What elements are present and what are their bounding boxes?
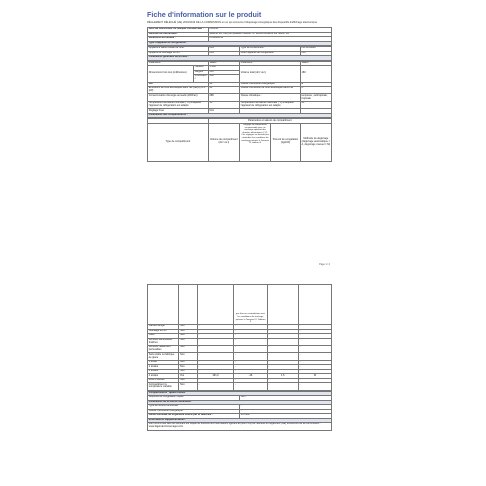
cell: -18	[234, 374, 267, 379]
appliance-type-table	[147, 46, 332, 61]
table-row	[148, 345, 332, 352]
cell: -	[197, 345, 234, 352]
cell: Non	[179, 369, 197, 374]
cell: -	[267, 329, 298, 334]
cell: -	[267, 383, 298, 390]
cell: -	[234, 378, 267, 383]
cell: Non	[179, 334, 197, 339]
cell: 10	[208, 101, 239, 108]
cell: Stockage du vin	[148, 329, 179, 334]
cell: -	[298, 365, 331, 370]
section-heading: Type d'appareil de réfrigération :	[148, 41, 332, 46]
cell: Émissions de bruit acoustique dans l'air (dB(A) re 1 pW)	[148, 87, 209, 94]
column-header: Volume de compartiment (dm³ ou l)	[208, 123, 239, 161]
column-header: Paramètre	[239, 61, 300, 66]
table-row	[148, 285, 332, 325]
cell: -	[234, 369, 267, 374]
cell: 4 étoiles	[148, 374, 179, 379]
table-row	[148, 383, 332, 390]
cell: Classe d'efficacité énergétique :	[148, 409, 240, 414]
regulation-text: RÈGLEMENT DÉLÉGUÉ (UE) 2019/2016 DE LA COMMISSION en ce qui concerne l'étiquetage énergétique des dispositifs d'affichage électronique	[147, 21, 318, 24]
cell: Température ambiante maximale (°C) à laquelle l'appareil de réfrigération est adapté	[239, 101, 300, 108]
cell: -	[234, 329, 267, 334]
model-label: Référence du modèle :	[148, 37, 209, 42]
cell: -	[298, 329, 331, 334]
fast-freeze-value: Non	[240, 396, 332, 401]
cell: -	[267, 360, 298, 365]
volume-label: Volume total (dm³ ou l)	[239, 66, 300, 82]
cell: 288	[208, 94, 239, 101]
dimensions-label: Dimensions hors tout (millimètres)	[148, 66, 194, 82]
cell: 43	[300, 101, 331, 108]
cell: Non	[179, 345, 197, 352]
cell: Zone 2 étoiles	[148, 378, 179, 383]
address-value: Selenie SA, rue pont pelletier couture T1, 92600 Asnières sur Seine, FR	[208, 32, 331, 37]
table-row	[148, 56, 332, 61]
datasheet-page-1	[147, 10, 332, 268]
cell: -	[234, 325, 267, 330]
page-title: Fiche d'information sur le produit	[147, 10, 262, 19]
cell: -	[267, 338, 298, 345]
section-heading: Paramètres des compartiments :	[148, 113, 332, 118]
cell: 1 étoile	[148, 360, 179, 365]
cell: -	[267, 378, 298, 383]
cell: Cave	[148, 334, 179, 339]
cell: -	[197, 378, 234, 383]
cell: -	[298, 325, 331, 330]
cell: Garde-manger	[148, 325, 179, 330]
column-header: Méthode de dégivrage (dégivrage automatique = A, dégivrage manuel = M)	[300, 123, 331, 161]
section-heading: Compartiments "quatre étoiles"	[148, 391, 332, 396]
fast-freeze-label: Dispositif de congélation rapide	[148, 396, 240, 401]
cell: -	[234, 353, 267, 360]
cell: IEE	[148, 82, 209, 87]
compartment-table	[147, 284, 332, 391]
warranty-value: 24 mois	[240, 414, 332, 419]
continued-note: pas être en contradiction avec les conditions de stockage prévues à l'annexe IV, Tableau 3	[234, 285, 267, 325]
cell: -	[197, 329, 234, 334]
cell: -	[234, 383, 267, 390]
cell: Non	[208, 109, 239, 114]
cell: -	[197, 338, 234, 345]
cell: Type de source lumineuse :	[148, 405, 240, 410]
volume-value: 180	[300, 66, 331, 82]
group-header: Paramètres et valeurs de compartiment	[208, 119, 331, 124]
cell: -	[298, 345, 331, 352]
cell: Classe climatique :	[239, 94, 300, 101]
cell: 3 étoiles	[148, 369, 179, 374]
cell: -	[197, 353, 234, 360]
cell: 568	[208, 75, 239, 82]
column-header: Réglage de température recommandé pour un stockage optimisé des denrées alimentaires (°C). Ces réglages ne doivent pas contredire les conditions de stockage prévues à l'annexe IV, tableau 3	[239, 123, 270, 161]
page-number: Page 1 / 2	[319, 263, 330, 266]
cell: 1,5	[267, 374, 298, 379]
cell: 550	[208, 70, 239, 75]
cell: -	[267, 353, 298, 360]
supplier-label: Nom du fournisseur ou marque commerciale :	[148, 28, 209, 33]
table-row	[148, 353, 332, 360]
table-row	[148, 113, 332, 118]
extra-info-text: Lien vers le site web du fabricant sur lequel se trouvent les informations figurant au point 4 a) de l'annexe du règlement (UE) 2019/2019 de la Commission : www.fagorelectromenager.com	[148, 423, 332, 430]
cell: -	[197, 383, 234, 390]
cell: Hauteur	[194, 66, 209, 71]
cell: E	[300, 82, 331, 87]
cell: Appareil à faible niveau de bruit :	[148, 47, 209, 52]
table-row	[148, 87, 332, 94]
column-header: Valeur	[300, 61, 331, 66]
cell: 40	[208, 87, 239, 94]
address-label: Adresse du fournisseur :	[148, 32, 209, 37]
cell: Oui	[300, 51, 331, 56]
column-header: Pouvoir de congélation (kg/24h)	[271, 123, 300, 161]
datasheet-page-2	[147, 284, 332, 479]
section-heading: Informations supplémentaires :	[148, 418, 332, 423]
section-heading: Paramètres de la source lumineuse :	[148, 400, 332, 405]
compartment-header-table	[147, 118, 332, 162]
cell: -	[234, 365, 267, 370]
table-row	[148, 423, 332, 430]
cell: -	[240, 405, 332, 410]
cell: Non	[179, 365, 197, 370]
cell: Non	[179, 383, 197, 390]
cell: -	[197, 334, 234, 339]
cell: -	[197, 369, 234, 374]
cell: -	[298, 369, 331, 374]
cell: 1 808	[208, 66, 239, 71]
cell: Réglage hiver	[148, 109, 209, 114]
cell: -	[234, 334, 267, 339]
cell: -	[234, 345, 267, 352]
cell: Denrées alimentaires fraîches	[148, 338, 179, 345]
cell: Denrées hautement périssables	[148, 345, 179, 352]
cell: -	[197, 325, 234, 330]
cell: -	[298, 360, 331, 365]
model-value: FCA2810SF	[208, 37, 331, 42]
table-row	[148, 338, 332, 345]
cell: 2 étoiles	[148, 365, 179, 370]
cell: Non	[179, 325, 197, 330]
column-header: Type de compartiment	[148, 123, 209, 161]
general-params-table	[147, 61, 332, 119]
cell: Non	[179, 378, 197, 383]
cell: Non	[208, 51, 239, 56]
supplier-value: FAGOR	[208, 28, 331, 33]
cell: -	[298, 334, 331, 339]
cell: -	[298, 378, 331, 383]
cell: Sans étoile ou fabrique de glace	[148, 353, 179, 360]
cell: Autre appareil de réfrigération :	[239, 51, 300, 56]
cell: Non	[179, 338, 197, 345]
cell: Profondeur	[194, 74, 207, 81]
cell: Consommation d'énergie annuelle (kWh/an)	[148, 94, 209, 101]
cell: Appareil de stockage du vin :	[148, 51, 209, 56]
table-row	[148, 123, 332, 161]
cell: 181,0	[197, 374, 234, 379]
extra-info-table	[147, 391, 332, 431]
cell: tempérée, subtropicale, tropicale	[300, 94, 331, 101]
cell: Type de construction :	[239, 47, 300, 52]
cell: Non	[208, 47, 239, 52]
cell: Oui	[179, 374, 197, 379]
cell: C	[300, 87, 331, 94]
cell: -	[298, 353, 331, 360]
cell: Non	[179, 353, 197, 360]
supplier-table	[147, 27, 332, 46]
table-row	[148, 66, 332, 71]
column-header: Valeur	[208, 61, 239, 66]
cell: Température ambiante minimale (°C) à laquelle l'appareil de réfrigération est adapté	[148, 101, 209, 108]
column-header: Paramètre	[148, 61, 209, 66]
cell: Lux encastré	[300, 47, 331, 52]
cell: -	[197, 360, 234, 365]
cell: Largeur	[194, 70, 209, 75]
cell: Compartiment à température variable	[148, 383, 179, 390]
cell: -	[267, 369, 298, 374]
cell: Non	[179, 329, 197, 334]
table-row	[148, 101, 332, 108]
cell: 99	[208, 82, 239, 87]
cell: -	[234, 360, 267, 365]
table-row	[148, 41, 332, 46]
cell: -	[298, 383, 331, 390]
cell: -	[240, 409, 332, 414]
cell: -	[298, 338, 331, 345]
warranty-label: Durée minimale de la garantie offerte par le fabricant :	[148, 414, 240, 419]
cell: -	[234, 338, 267, 345]
cell: -	[267, 325, 298, 330]
cell: Classe d'émission de bruit acoustique dans l'air	[239, 87, 300, 94]
table-row	[148, 94, 332, 101]
cell: -	[267, 345, 298, 352]
cell: M	[298, 374, 331, 379]
cell: -	[267, 334, 298, 339]
cell: Non	[179, 360, 197, 365]
cell: -	[267, 365, 298, 370]
section-heading: Paramètres généraux du produit :	[148, 56, 332, 61]
cell: Classe d'efficacité énergétique	[239, 82, 300, 87]
cell: -	[197, 365, 234, 370]
